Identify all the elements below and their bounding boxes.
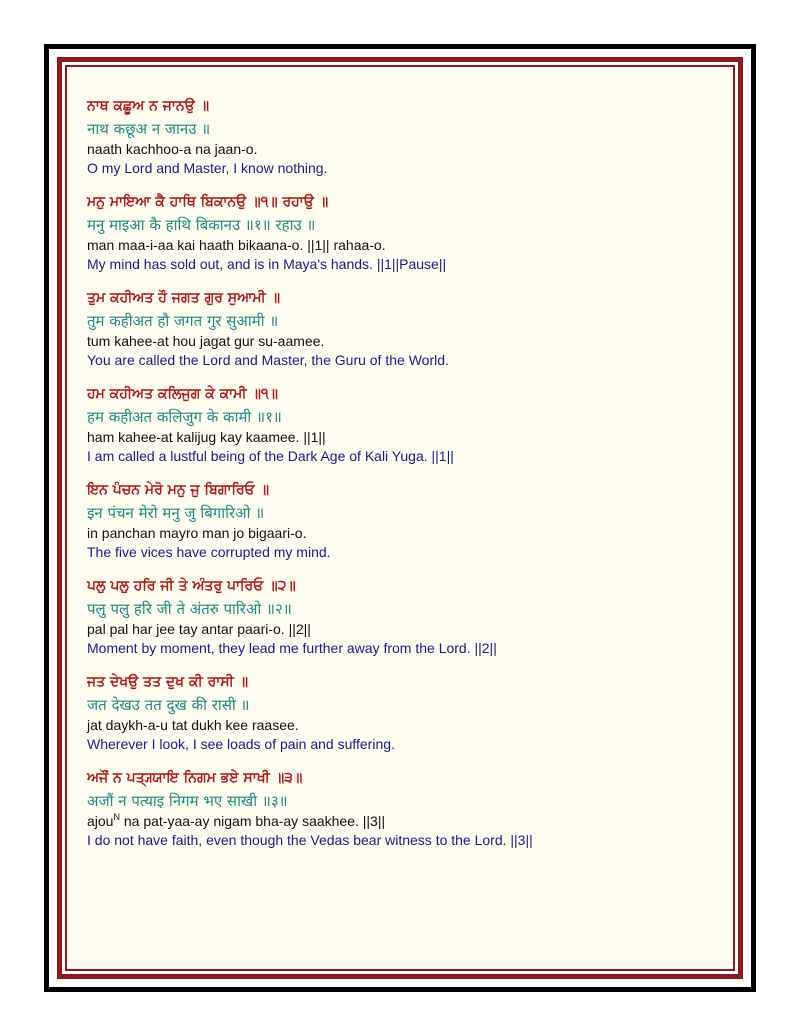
translation-line: Wherever I look, I see loads of pain and suffering.	[87, 736, 395, 752]
transliteration-line	[87, 812, 727, 831]
transliteration-line: tum kahee-at hou jagat gur su-aamee.	[87, 333, 325, 349]
translation-line: My mind has sold out, and is in Maya's hands. ||1||Pause||	[87, 256, 447, 272]
transliteration-line: naath kachhoo-a na jaan-o.	[87, 141, 258, 157]
verse-block	[87, 288, 727, 370]
translation-line: I am called a lustful being of the Dark Age of Kali Yuga. ||1||	[87, 448, 454, 464]
devanagari-line: तुम कहीअत हौ जगत गुर सुआमी ॥	[87, 312, 279, 330]
gurmukhi-line: ਨਾਥ ਕਛੂਅ ਨ ਜਾਨਉ ॥	[87, 98, 210, 114]
gurmukhi-line: ਤੁਮ ਕਹੀਅਤ ਹੌ ਜਗਤ ਗੁਰ ਸੁਆਮੀ ॥	[87, 290, 281, 306]
devanagari-line: नाथ कछूअ न जानउ ॥	[87, 120, 211, 138]
verse-block	[87, 480, 727, 562]
translation-line: The five vices have corrupted my mind.	[87, 544, 331, 560]
devanagari-line: अजौं न पत्याइ निगम भए साखी ॥३॥	[87, 792, 288, 810]
scripture-content	[87, 96, 727, 864]
translation-line: Moment by moment, they lead me further away from the Lord. ||2||	[87, 640, 497, 656]
devanagari-line: मनु माइआ कै हाथि बिकानउ ॥१॥ रहाउ ॥	[87, 216, 316, 234]
transliteration-text: na pat-yaa-ay nigam bha-ay saakhee. ||3||	[119, 813, 386, 829]
verse-block	[87, 192, 727, 274]
verse-block	[87, 96, 727, 178]
transliteration-line: ham kahee-at kalijug kay kaamee. ||1||	[87, 429, 326, 445]
verse-block	[87, 384, 727, 466]
gurmukhi-line: ਹਮ ਕਹੀਅਤ ਕਲਿਜੁਗ ਕੇ ਕਾਮੀ ॥੧॥	[87, 386, 278, 402]
verse-block	[87, 768, 727, 850]
devanagari-line: हम कहीअत कलिजुग के कामी ॥१॥	[87, 408, 282, 426]
devanagari-line: इन पंचन मेरो मनु जु बिगारिओ ॥	[87, 504, 265, 522]
transliteration-line: pal pal har jee tay antar paari-o. ||2||	[87, 621, 311, 637]
translation-line: I do not have faith, even though the Vedas bear witness to the Lord. ||3||	[87, 832, 533, 848]
translation-line: You are called the Lord and Master, the Guru of the World.	[87, 352, 449, 368]
nasal-marker: N	[113, 812, 120, 822]
gurmukhi-line: ਇਨ ਪੰਚਨ ਮੇਰੋ ਮਨੁ ਜੁ ਬਿਗਾਰਿਓ ॥	[87, 482, 270, 498]
gurmukhi-line: ਜਤ ਦੇਖਉ ਤਤ ਦੁਖ ਕੀ ਰਾਸੀ ॥	[87, 674, 249, 690]
gurmukhi-line: ਪਲੁ ਪਲੁ ਹਰਿ ਜੀ ਤੇ ਅੰਤਰੁ ਪਾਰਿਓ ॥੨॥	[87, 578, 296, 594]
transliteration-line: jat daykh-a-u tat dukh kee raasee.	[87, 717, 299, 733]
verse-block	[87, 672, 727, 754]
translation-line: O my Lord and Master, I know nothing.	[87, 160, 328, 176]
devanagari-line: जत देखउ तत दुख की रासी ॥	[87, 696, 250, 714]
verse-block	[87, 576, 727, 658]
transliteration-line: in panchan mayro man jo bigaari-o.	[87, 525, 307, 541]
transliteration-line: man maa-i-aa kai haath bikaana-o. ||1|| rahaa-o.	[87, 237, 386, 253]
transliteration-text: ajou	[87, 813, 114, 829]
gurmukhi-line: ਮਨੁ ਮਾਇਆ ਕੈ ਹਾਥਿ ਬਿਕਾਨਉ ॥੧॥ ਰਹਾਉ ॥	[87, 194, 329, 210]
devanagari-line: पलु पलु हरि जी ते अंतरु पारिओ ॥२॥	[87, 600, 292, 618]
gurmukhi-line: ਅਜੌਂ ਨ ਪਤ੍ਯ੍ਯਾਇ ਨਿਗਮ ਭਏ ਸਾਖੀ ॥੩॥	[87, 770, 303, 786]
